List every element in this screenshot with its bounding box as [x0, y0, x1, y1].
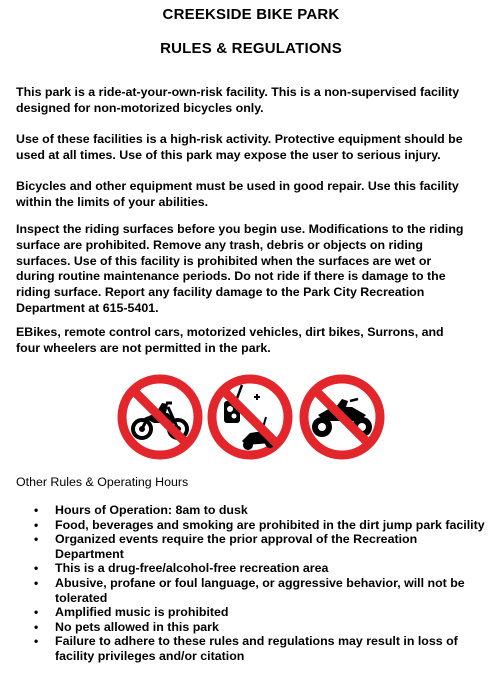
list-item	[0, 634, 485, 663]
no-atv-icon	[298, 373, 386, 461]
rule-text: This is a drug-free/alcohol-free recreation area	[55, 561, 329, 576]
bullet-icon: •	[34, 503, 39, 517]
no-remote-control-car-icon	[206, 373, 294, 461]
bullet-icon: •	[34, 532, 39, 547]
prohibition-signs	[116, 373, 386, 463]
no-dirt-bike-icon	[116, 373, 204, 461]
list-item	[0, 518, 485, 533]
document-subtitle: RULES & REGULATIONS	[160, 40, 342, 57]
bullet-icon: •	[34, 517, 39, 532]
list-item	[0, 503, 485, 518]
list-item	[0, 532, 485, 561]
park-title: CREEKSIDE BIKE PARK	[162, 6, 340, 23]
rule-text: Amplified music is prohibited	[55, 605, 229, 620]
list-item	[0, 620, 485, 635]
bullet-icon: •	[34, 619, 39, 634]
paragraph-prohibited-vehicles: EBikes, remote control cars, motorized vehicles, dirt bikes, Surrons, and four wheelers are not permitted in the park.	[16, 325, 444, 355]
paragraph-equipment-repair: Bicycles and other equipment must be used in good repair. Use this facility within the limits of your abilities.	[16, 179, 459, 209]
list-item	[0, 561, 485, 576]
rule-text: Food, beverages and smoking are prohibited in the dirt jump park facility	[55, 517, 485, 532]
list-item	[0, 605, 485, 620]
rule-text: No pets allowed in this park	[55, 619, 219, 634]
paragraph-riding-surfaces: Inspect the riding surfaces before you begin use. Modifications to the riding surface are prohibited. Remove any trash, debris or objects on riding surfaces. Use of this facility is prohibited when the surfaces are wet or during routine maintenance periods. Do not ride if there is damage to the riding surface. Report any facility damage to the Park City Recreation Department at 615-5401.	[16, 222, 464, 315]
bullet-icon: •	[34, 561, 39, 576]
section-heading: Other Rules & Operating Hours	[16, 475, 189, 489]
list-item	[0, 576, 485, 605]
bullet-icon: •	[34, 634, 39, 649]
bullet-icon: •	[34, 605, 39, 620]
paragraph-risk: This park is a ride-at-your-own-risk facility. This is a non-supervised facility designed for non-motorized bicycles only.	[16, 85, 460, 115]
bullet-icon: •	[34, 575, 39, 590]
rule-text: Organized events require the prior approval of the Recreation Department	[55, 532, 418, 561]
rule-text: Failure to adhere to these rules and regulations may result in loss of facility privileges and/or citation	[55, 634, 458, 663]
paragraph-protective-equipment: Use of these facilities is a high-risk activity. Protective equipment should be used at all times. Use of this park may expose the user to serious injury.	[16, 132, 463, 162]
rule-text: Hours of Operation: 8am to dusk	[55, 503, 248, 517]
rule-text: Abusive, profane or foul language, or aggressive behavior, will not be tolerated	[55, 575, 465, 605]
rules-list	[0, 503, 502, 664]
